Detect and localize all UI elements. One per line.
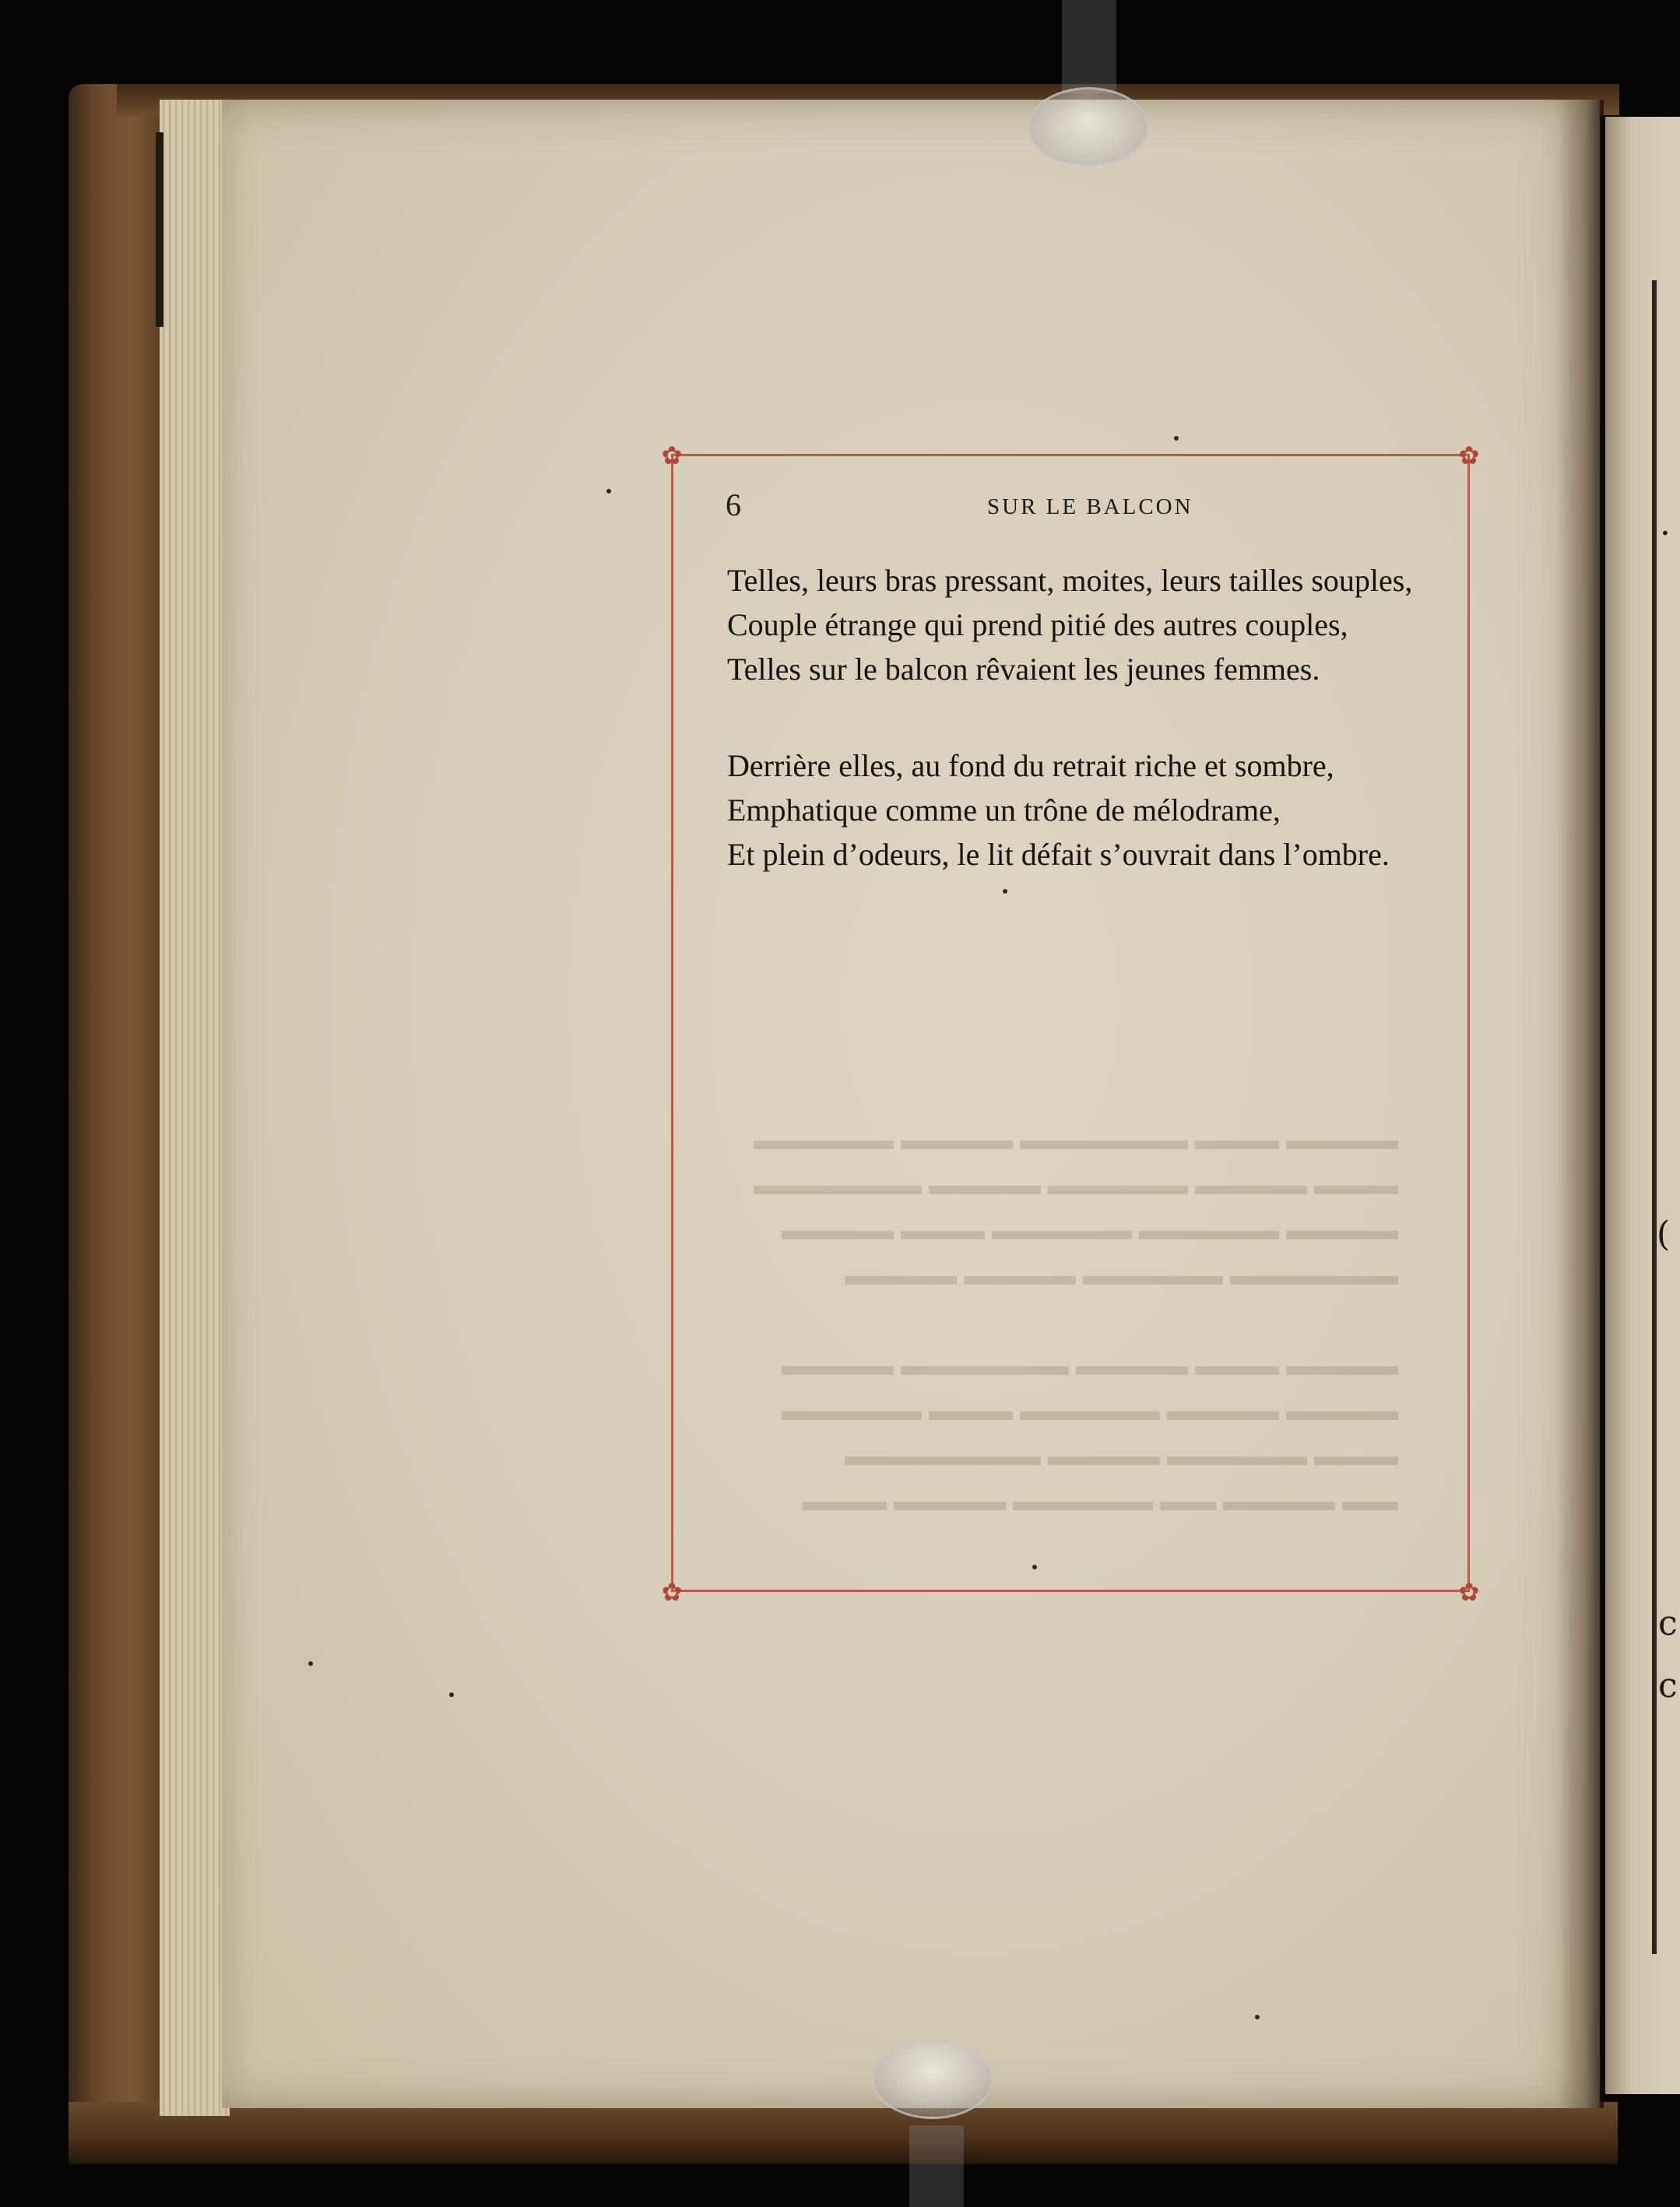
paper-speck [308,1661,313,1666]
clip-strip-bottom [909,2125,964,2207]
right-page-glyph: c [1658,1604,1678,1643]
right-page-glyph: ( [1657,1214,1671,1254]
verse-line: Couple étrange qui prend pitié des autres couples, [727,607,1348,642]
stanza [727,558,1412,691]
stanza [727,743,1390,877]
paper-speck [449,1692,454,1697]
flower-ornament-icon: ✿ [1458,1577,1480,1607]
page-clip-top [1028,87,1149,167]
verse-line: Telles, leurs bras pressant, moites, leurs tailles souples, [727,563,1413,598]
running-head [726,487,1457,533]
spine-line [156,132,163,327]
page-number: 6 [726,487,741,522]
right-page-glyph: · [1660,514,1671,554]
verse-line: Telles sur le balcon rêvaient les jeunes femmes. [727,652,1320,687]
right-page [1605,117,1680,2094]
verse-line: Et plein d’odeurs, le lit défait s’ouvrait dans l’ombre. [727,837,1390,872]
verse-line: Emphatique comme un trône de mélodrame, [727,792,1281,828]
right-page-glyph: c [1658,1666,1678,1706]
leather-cover-bottom [69,2102,1618,2164]
clip-strip-top [1062,0,1116,93]
show-through-texture: ▬▬▬▬ ▬▬▬ ▬▬▬▬▬▬ ▬▬▬▬ ▬▬▬▬▬ ▬▬▬ ▬▬▬▬ ▬▬▬▬▬ ▬▬▬▬ ▬▬▬▬▬▬ ▬▬▬▬ ▬▬▬▬▬ ▬▬▬▬▬ ▬▬▬ ▬▬▬▬ ▬▬▬▬▬▬ ▬▬▬▬▬ ▬▬▬▬ ▬▬▬▬ ▬▬▬▬ ▬▬▬ ▬▬▬▬ ▬▬▬▬▬▬ ▬▬▬▬ ▬▬▬▬ ▬▬▬▬ ▬▬▬▬▬ ▬▬▬ ▬▬▬▬▬ ▬▬▬ ▬▬▬▬▬ ▬▬▬▬ ▬▬▬▬▬▬▬ ▬▬ ▬▬▬▬ ▬▬ ▬▬▬▬▬ ▬▬▬▬ ▬▬▬ [754,1124,1398,1516]
gutter-shadow [1557,100,1604,2108]
flower-ornament-icon: ✿ [1458,441,1480,470]
flower-ornament-icon: ✿ [661,441,683,470]
running-title: SUR LE BALCON [987,494,1193,519]
paper-speck [1032,1565,1037,1569]
paper-speck [1003,889,1007,894]
paper-speck [1255,2015,1260,2019]
page-edges [160,100,230,2116]
paper-speck [1174,436,1179,441]
flower-ornament-icon: ✿ [661,1577,683,1607]
right-page-frame-rule [1652,280,1657,1954]
paper-speck [606,489,611,494]
verse-line: Derrière elles, au fond du retrait riche et sombre, [727,748,1334,783]
page-clip-bottom [872,2040,993,2119]
